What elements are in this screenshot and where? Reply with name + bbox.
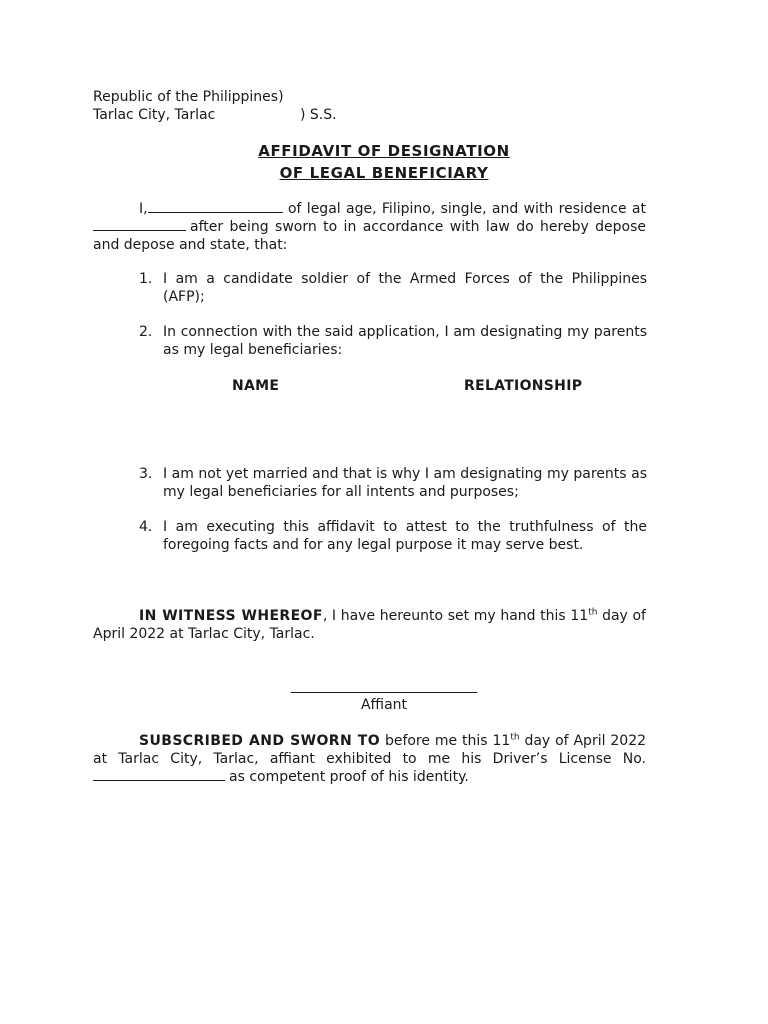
intro-after-residence: after being sworn to in accordance with law do hereby depose and depose and state, that: xyxy=(93,219,646,253)
jurat-text-2: day of April 2022 at Tarlac City, Tarlac, affiant exhibited to me his Driver’s License No. xyxy=(93,733,647,767)
witness-day-suffix: th xyxy=(588,607,598,618)
intro-paragraph xyxy=(93,200,646,254)
venue-city xyxy=(93,106,337,124)
list-item-number: 4. xyxy=(139,519,153,535)
intro-after-name: of legal age, Filipino, single, and with residence at xyxy=(282,201,646,217)
jurat-heading: SUBSCRIBED AND SWORN TO xyxy=(139,733,381,749)
affiant-signature-line xyxy=(291,692,477,693)
list-item-number: 3. xyxy=(139,466,153,482)
jurat-text-3: as competent proof of his identity. xyxy=(229,769,469,785)
list-item-number: 1. xyxy=(139,271,153,287)
list-item-text: In connection with the said application, I am designating my parents as my legal beneficiaries: xyxy=(163,324,647,358)
list-item xyxy=(139,270,647,306)
beneficiary-relationship-header: RELATIONSHIP xyxy=(464,378,583,394)
intro-prefix: I, xyxy=(139,201,148,217)
list-item-text: I am not yet married and that is why I am designating my parents as my legal beneficiaries for all intents and purposes; xyxy=(163,466,647,500)
list-item-text: I am a candidate soldier of the Armed Forces of the Philippines (AFP); xyxy=(163,271,647,305)
witness-text: , I have hereunto set my hand this 11 xyxy=(322,608,589,624)
list-item xyxy=(139,518,647,554)
residence-blank xyxy=(93,218,186,231)
witness-paragraph xyxy=(93,607,646,643)
list-item xyxy=(139,465,647,501)
venue-city-text: Tarlac City, Tarlac xyxy=(93,107,216,123)
document-title-line1: AFFIDAVIT OF DESIGNATION xyxy=(258,142,510,160)
jurat-paragraph xyxy=(93,732,646,786)
venue-ss: ) S.S. xyxy=(300,107,337,123)
witness-heading: IN WITNESS WHEREOF xyxy=(139,608,323,624)
beneficiary-name-header: NAME xyxy=(232,378,280,394)
license-number-blank xyxy=(93,768,225,781)
affiant-label: Affiant xyxy=(360,697,408,713)
jurat-text: before me this 11 xyxy=(380,733,511,749)
venue-country: Republic of the Philippines) xyxy=(93,89,284,105)
jurat-day-suffix: th xyxy=(510,732,520,743)
list-item-number: 2. xyxy=(139,324,153,340)
list-item xyxy=(139,323,647,359)
list-item-text: I am executing this affidavit to attest to the truthfulness of the foregoing facts and for any legal purpose it may serve best. xyxy=(163,519,647,553)
document-title-line2: OF LEGAL BENEFICIARY xyxy=(279,164,489,182)
name-blank xyxy=(148,200,283,213)
witness-text-2: day of April 2022 at Tarlac City, Tarlac. xyxy=(93,608,646,642)
